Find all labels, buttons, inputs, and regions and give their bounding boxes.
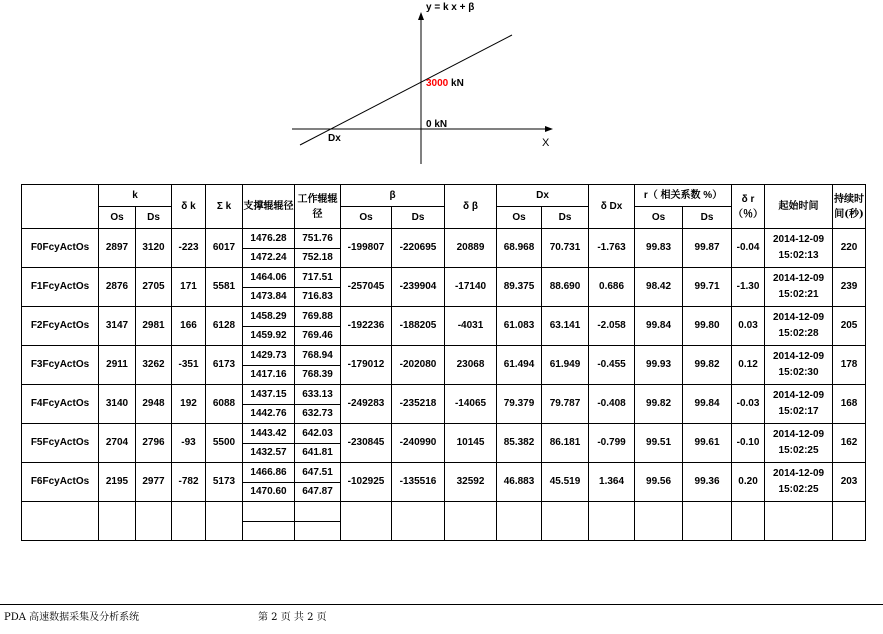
backup-diameter-cell: 1466.86	[243, 463, 295, 483]
backup-diameter-cell: 1470.60	[243, 483, 295, 502]
start-date: 2014-12-09	[772, 312, 825, 323]
x-axis-arrow	[545, 126, 553, 132]
footer-divider	[0, 604, 883, 605]
r-os-cell: 99.93	[635, 346, 683, 385]
work-diameter-cell: 647.87	[295, 483, 341, 502]
duration-cell: 178	[833, 346, 866, 385]
work-diameter-cell	[295, 522, 341, 541]
delta-k-cell: -351	[172, 346, 206, 385]
k-ds-cell: 3120	[136, 229, 172, 268]
backup-diameter-cell: 1417.16	[243, 366, 295, 385]
header-k-ds: Ds	[136, 207, 172, 229]
duration-cell: 203	[833, 463, 866, 502]
start-clock: 15:02:25	[778, 445, 819, 456]
beta-os-cell: -249283	[341, 385, 392, 424]
delta-dx-cell: -2.058	[589, 307, 635, 346]
k-os-cell: 2704	[99, 424, 136, 463]
table-row	[22, 268, 866, 288]
r-os-cell: 99.83	[635, 229, 683, 268]
delta-r-cell: 0.03	[732, 307, 765, 346]
start-date: 2014-12-09	[772, 273, 825, 284]
delta-beta-cell: 10145	[445, 424, 497, 463]
r-ds-cell: 99.80	[683, 307, 732, 346]
dx-ds-cell	[542, 502, 589, 541]
dx-os-cell: 46.883	[497, 463, 542, 502]
k-ds-cell	[136, 502, 172, 541]
header-beta-ds: Ds	[392, 207, 445, 229]
beta-os-cell: -257045	[341, 268, 392, 307]
delta-beta-cell: 20889	[445, 229, 497, 268]
header-work-diameter: 工作辊辊径	[295, 185, 341, 229]
dx-ds-cell: 88.690	[542, 268, 589, 307]
table-row	[22, 346, 866, 366]
delta-k-cell: 166	[172, 307, 206, 346]
start-time-cell	[765, 385, 833, 424]
header-dx-os: Os	[497, 207, 542, 229]
header-k: k	[99, 185, 172, 207]
duration-cell: 239	[833, 268, 866, 307]
beta-os-cell: -192236	[341, 307, 392, 346]
beta-ds-cell: -235218	[392, 385, 445, 424]
header-r: r（ 相关系数 %）	[635, 185, 732, 207]
work-diameter-cell: 716.83	[295, 288, 341, 307]
k-os-cell	[99, 502, 136, 541]
sigma-k-cell: 6017	[206, 229, 243, 268]
delta-k-cell: 171	[172, 268, 206, 307]
delta-beta-cell: 23068	[445, 346, 497, 385]
work-diameter-cell: 769.88	[295, 307, 341, 327]
dx-ds-cell: 61.949	[542, 346, 589, 385]
k-ds-cell: 3262	[136, 346, 172, 385]
sigma-k-cell	[206, 502, 243, 541]
k-os-cell: 3147	[99, 307, 136, 346]
intercept-value: 3000	[426, 78, 449, 89]
dx-os-cell: 61.494	[497, 346, 542, 385]
beta-ds-cell: -188205	[392, 307, 445, 346]
backup-diameter-cell: 1429.73	[243, 346, 295, 366]
row-name: F2FcyActOs	[22, 307, 99, 346]
header-delta-dx: δ Dx	[589, 185, 635, 229]
delta-beta-cell: 32592	[445, 463, 497, 502]
sigma-k-cell: 6128	[206, 307, 243, 346]
delta-dx-cell: -0.455	[589, 346, 635, 385]
delta-r-cell: -0.04	[732, 229, 765, 268]
dx-os-cell: 89.375	[497, 268, 542, 307]
k-os-cell: 2876	[99, 268, 136, 307]
start-date: 2014-12-09	[772, 234, 825, 245]
beta-ds-cell	[392, 502, 445, 541]
table-row	[22, 463, 866, 483]
beta-os-cell: -199807	[341, 229, 392, 268]
delta-dx-cell: 1.364	[589, 463, 635, 502]
beta-ds-cell: -220695	[392, 229, 445, 268]
row-name: F4FcyActOs	[22, 385, 99, 424]
delta-k-cell: -782	[172, 463, 206, 502]
delta-r-cell	[732, 502, 765, 541]
r-os-cell: 99.82	[635, 385, 683, 424]
formula-label: y = k x + β	[426, 2, 475, 13]
beta-ds-cell: -240990	[392, 424, 445, 463]
duration-cell: 168	[833, 385, 866, 424]
r-ds-cell: 99.61	[683, 424, 732, 463]
start-clock: 15:02:13	[778, 250, 819, 261]
start-date: 2014-12-09	[772, 468, 825, 479]
k-ds-cell: 2948	[136, 385, 172, 424]
k-os-cell: 3140	[99, 385, 136, 424]
beta-os-cell: -230845	[341, 424, 392, 463]
header-sigma-k: Σ k	[206, 185, 243, 229]
table-row	[22, 229, 866, 249]
table-row	[22, 385, 866, 405]
zero-label: 0 kN	[426, 119, 448, 130]
dx-os-cell: 61.083	[497, 307, 542, 346]
row-name: F3FcyActOs	[22, 346, 99, 385]
footer-system-name: PDA 高速数据采集及分析系统	[4, 612, 140, 623]
backup-diameter-cell: 1476.28	[243, 229, 295, 249]
header-r-os: Os	[635, 207, 683, 229]
r-os-cell: 99.84	[635, 307, 683, 346]
start-clock: 15:02:28	[778, 328, 819, 339]
beta-os-cell: -102925	[341, 463, 392, 502]
r-os-cell: 98.42	[635, 268, 683, 307]
sigma-k-cell: 5500	[206, 424, 243, 463]
duration-cell: 205	[833, 307, 866, 346]
row-name: F1FcyActOs	[22, 268, 99, 307]
sigma-k-cell: 5173	[206, 463, 243, 502]
delta-dx-cell: -0.408	[589, 385, 635, 424]
header-beta-os: Os	[341, 207, 392, 229]
sigma-k-cell: 6088	[206, 385, 243, 424]
start-time-cell	[765, 268, 833, 307]
results-table	[21, 184, 866, 541]
duration-cell: 220	[833, 229, 866, 268]
start-date: 2014-12-09	[772, 429, 825, 440]
beta-os-cell	[341, 502, 392, 541]
header-backup-diameter: 支撑辊辊径	[243, 185, 295, 229]
dx-ds-cell: 45.519	[542, 463, 589, 502]
header-delta-r: δ r（％）	[732, 185, 765, 229]
duration-cell	[833, 502, 866, 541]
intercept-label	[426, 78, 464, 89]
r-os-cell: 99.51	[635, 424, 683, 463]
dx-os-cell: 68.968	[497, 229, 542, 268]
beta-ds-cell: -239904	[392, 268, 445, 307]
r-ds-cell: 99.71	[683, 268, 732, 307]
start-time-cell	[765, 424, 833, 463]
delta-dx-cell	[589, 502, 635, 541]
delta-k-cell	[172, 502, 206, 541]
beta-ds-cell: -135516	[392, 463, 445, 502]
y-axis-arrow	[418, 12, 424, 20]
k-ds-cell: 2977	[136, 463, 172, 502]
table-body	[22, 229, 866, 541]
sigma-k-cell: 6173	[206, 346, 243, 385]
header-k-os: Os	[99, 207, 136, 229]
work-diameter-cell: 768.39	[295, 366, 341, 385]
start-date: 2014-12-09	[772, 351, 825, 362]
header-dx-ds: Ds	[542, 207, 589, 229]
delta-k-cell: -93	[172, 424, 206, 463]
r-ds-cell: 99.84	[683, 385, 732, 424]
delta-beta-cell	[445, 502, 497, 541]
beta-ds-cell: -202080	[392, 346, 445, 385]
delta-beta-cell: -4031	[445, 307, 497, 346]
footer-page-info: 第 2 页 共 2 页	[258, 612, 327, 623]
delta-beta-cell: -14065	[445, 385, 497, 424]
k-ds-cell: 2705	[136, 268, 172, 307]
row-name: F5FcyActOs	[22, 424, 99, 463]
start-time-cell	[765, 502, 833, 541]
start-time-cell	[765, 307, 833, 346]
k-ds-cell: 2796	[136, 424, 172, 463]
backup-diameter-cell: 1472.24	[243, 249, 295, 268]
dx-os-cell: 79.379	[497, 385, 542, 424]
start-clock: 15:02:17	[778, 406, 819, 417]
work-diameter-cell: 633.13	[295, 385, 341, 405]
r-ds-cell: 99.87	[683, 229, 732, 268]
delta-r-cell: 0.12	[732, 346, 765, 385]
backup-diameter-cell: 1464.06	[243, 268, 295, 288]
start-time-cell	[765, 463, 833, 502]
backup-diameter-cell: 1432.57	[243, 444, 295, 463]
start-date: 2014-12-09	[772, 390, 825, 401]
backup-diameter-cell: 1473.84	[243, 288, 295, 307]
x-axis-label: X	[542, 137, 550, 149]
work-diameter-cell: 717.51	[295, 268, 341, 288]
delta-dx-cell: -1.763	[589, 229, 635, 268]
dx-ds-cell: 63.141	[542, 307, 589, 346]
delta-r-cell: -0.03	[732, 385, 765, 424]
r-os-cell	[635, 502, 683, 541]
delta-r-cell: -0.10	[732, 424, 765, 463]
backup-diameter-cell	[243, 522, 295, 541]
start-clock: 15:02:30	[778, 367, 819, 378]
dx-os-cell	[497, 502, 542, 541]
table-row	[22, 424, 866, 444]
delta-dx-cell: -0.799	[589, 424, 635, 463]
work-diameter-cell: 632.73	[295, 405, 341, 424]
duration-cell: 162	[833, 424, 866, 463]
start-clock: 15:02:25	[778, 484, 819, 495]
header-delta-beta: δ β	[445, 185, 497, 229]
header-r-ds: Ds	[683, 207, 732, 229]
start-clock: 15:02:21	[778, 289, 819, 300]
work-diameter-cell: 752.18	[295, 249, 341, 268]
work-diameter-cell: 641.81	[295, 444, 341, 463]
intercept-unit: kN	[448, 78, 464, 89]
r-ds-cell	[683, 502, 732, 541]
k-ds-cell: 2981	[136, 307, 172, 346]
start-time-cell	[765, 346, 833, 385]
work-diameter-cell: 768.94	[295, 346, 341, 366]
work-diameter-cell: 751.76	[295, 229, 341, 249]
dx-ds-cell: 79.787	[542, 385, 589, 424]
table-row	[22, 502, 866, 522]
table-row	[22, 307, 866, 327]
delta-dx-cell: 0.686	[589, 268, 635, 307]
header-delta-k: δ k	[172, 185, 206, 229]
row-name: F6FcyActOs	[22, 463, 99, 502]
header-dx: Dx	[497, 185, 589, 207]
backup-diameter-cell: 1459.92	[243, 327, 295, 346]
header-name-blank	[22, 185, 99, 229]
dx-label: Dx	[328, 133, 341, 144]
sigma-k-cell: 5581	[206, 268, 243, 307]
dx-ds-cell: 86.181	[542, 424, 589, 463]
r-os-cell: 99.56	[635, 463, 683, 502]
delta-k-cell: -223	[172, 229, 206, 268]
delta-r-cell: -1.30	[732, 268, 765, 307]
backup-diameter-cell: 1442.76	[243, 405, 295, 424]
regression-diagram	[0, 0, 883, 180]
backup-diameter-cell: 1443.42	[243, 424, 295, 444]
delta-r-cell: 0.20	[732, 463, 765, 502]
row-name	[22, 502, 99, 541]
dx-os-cell: 85.382	[497, 424, 542, 463]
k-os-cell: 2911	[99, 346, 136, 385]
delta-k-cell: 192	[172, 385, 206, 424]
backup-diameter-cell	[243, 502, 295, 522]
r-ds-cell: 99.36	[683, 463, 732, 502]
beta-os-cell: -179012	[341, 346, 392, 385]
k-os-cell: 2195	[99, 463, 136, 502]
start-time-cell	[765, 229, 833, 268]
backup-diameter-cell: 1458.29	[243, 307, 295, 327]
header-start-time: 起始时间	[765, 185, 833, 229]
work-diameter-cell: 769.46	[295, 327, 341, 346]
header-duration: 持续时间(秒)	[833, 185, 866, 229]
work-diameter-cell: 647.51	[295, 463, 341, 483]
backup-diameter-cell: 1437.15	[243, 385, 295, 405]
header-beta: β	[341, 185, 445, 207]
work-diameter-cell	[295, 502, 341, 522]
delta-beta-cell: -17140	[445, 268, 497, 307]
k-os-cell: 2897	[99, 229, 136, 268]
dx-ds-cell: 70.731	[542, 229, 589, 268]
work-diameter-cell: 642.03	[295, 424, 341, 444]
row-name: F0FcyActOs	[22, 229, 99, 268]
r-ds-cell: 99.82	[683, 346, 732, 385]
